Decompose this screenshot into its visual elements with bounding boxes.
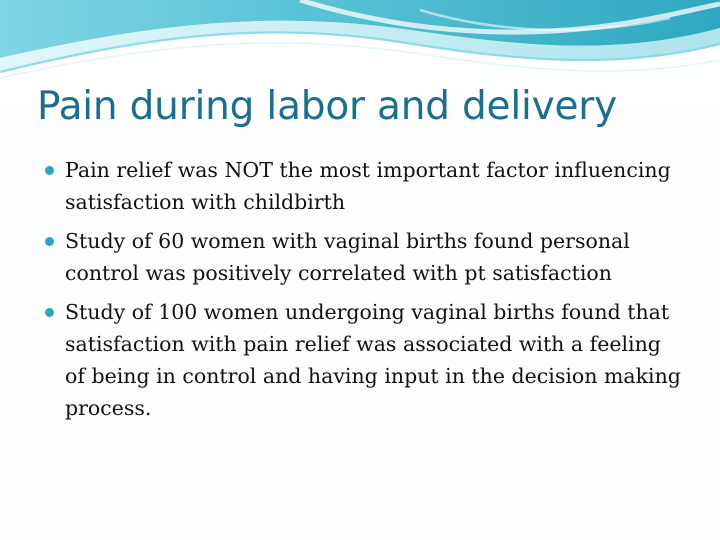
bullet-list (43, 154, 683, 431)
bullet-icon (45, 237, 54, 246)
bullet-item (43, 225, 683, 289)
bullet-text: Study of 60 women with vaginal births found personal control was positively correlated with pt satisfaction (65, 229, 630, 285)
bullet-icon (45, 166, 54, 175)
bullet-item (43, 296, 683, 424)
bullet-text: Study of 100 women undergoing vaginal births found that satisfaction with pain relief was associated with a feeling of being in control and having input in the decision making process. (65, 300, 681, 420)
slide-title: Pain during labor and delivery (37, 84, 617, 129)
bullet-icon (45, 308, 54, 317)
header-wave-decoration (0, 0, 720, 90)
bullet-item (43, 154, 683, 218)
bullet-text: Pain relief was NOT the most important factor influencing satisfaction with childbirth (65, 158, 671, 214)
